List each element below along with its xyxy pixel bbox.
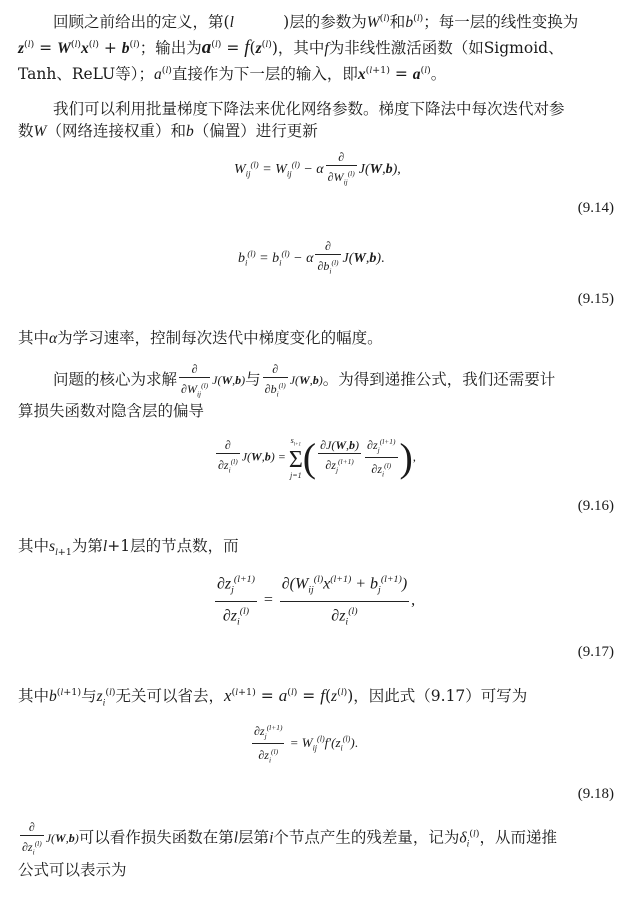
paragraph-2-line-2: 数W（网络连接权重）和b（偏置）进行更新 [18, 122, 318, 140]
equation-9-16: $\frac{\partial}{\partial z_i^{(l)}}$ J(W,b) = $s_{l+1}$ Σ j=1 ( $\frac{\partial J(W,b)}{\partial z_j^{(l+1)}}$ $\frac{\partial z_j^{(l+1)}}{\partial z_i^{(l)}}$ ), [218, 434, 416, 481]
paragraph-7-line-1: $\frac{\partial}{\partial z_i^{(l)}}$ J(W,b)可以看作损失函数在第l层第i个节点产生的残差量，记为$\delta_i^{(l)}$，从而递推 [22, 820, 557, 857]
paragraph-6: 其中$b^{(l+1)}$与$z_i^{(l)}$无关可以省去，$x^{(l+1)} = a^{(l)} = f(z^{(l)})$，因此式（9.17）可写为 [18, 686, 528, 709]
paragraph-2-line-1: 我们可以利用批量梯度下降法来优化网络参数。梯度下降法中每次迭代对参 [53, 100, 565, 118]
equation-number-9-17: (9.17) [577, 644, 614, 660]
paragraph-4-line-2: 算损失函数对隐含层的偏导 [18, 402, 205, 420]
equation-9-15: $b_i^{(l)} = b_i^{(l)} - \alpha$ $\frac{\partial}{\partial b_i^{(l)}}$ J(W,b). [238, 239, 385, 276]
paragraph-5: 其中$s_{l+1}$为第l+1层的节点数，而 [18, 537, 239, 559]
paragraph-1-line-3: Tanh、ReLU等）；$a^{(l)}$直接作为下一层的输入，即$x^{(l+1)} = a^{(l)}$。 [18, 65, 447, 84]
paragraph-7-line-2: 公式可以表示为 [18, 861, 127, 879]
equation-number-9-15: (9.15) [577, 291, 614, 307]
equation-number-9-16: (9.16) [577, 498, 614, 514]
paragraph-1-line-1: 回顾之前给出的定义，第(l )层的参数为$W^{(l)}$和$b^{(l)}$；每一层的线性变换为 [53, 13, 579, 32]
equation-9-17: $\frac{\partial z_j^{(l+1)}}{\partial z_i^{(l)}}$ = $\frac{\partial(W_{ij}^{(l)}x^{(l+1)} + b_j^{(l+1)})}{\partial z_i^{(l)}}$ , [213, 570, 415, 632]
equation-number-9-14: (9.14) [577, 200, 614, 216]
paragraph-1-line-2: $z^{(l)} = W^{(l)}x^{(l)} + b^{(l)}$；输出为$a^{(l)} = f(z^{(l)})$，其中f为非线性激活函数（如Sigmoid、 [18, 37, 564, 59]
equation-9-14: $W_{ij}^{(l)} = W_{ij}^{(l)} - \alpha$ $\frac{\partial}{\partial W_{ij}^{(l)}}$ J(W,b), [234, 150, 401, 187]
paragraph-3: 其中α为学习速率，控制每次迭代中梯度变化的幅度。 [18, 329, 383, 347]
equation-number-9-18: (9.18) [577, 786, 614, 802]
equation-9-18: $\frac{\partial z_j^{(l+1)}}{\partial z_i^{(l)}}$ = $W_{ij}^{(l)}f'(z_i^{(l)})$. [250, 720, 358, 768]
paragraph-4-line-1: 问题的核心为求解 $\frac{\partial}{\partial W_{ij}^{(l)}}$ J(W,b)与 $\frac{\partial}{\partial b_i^{(l)}}$ J(W,b)。为得到递推公式，我们还需要计 [53, 362, 556, 399]
